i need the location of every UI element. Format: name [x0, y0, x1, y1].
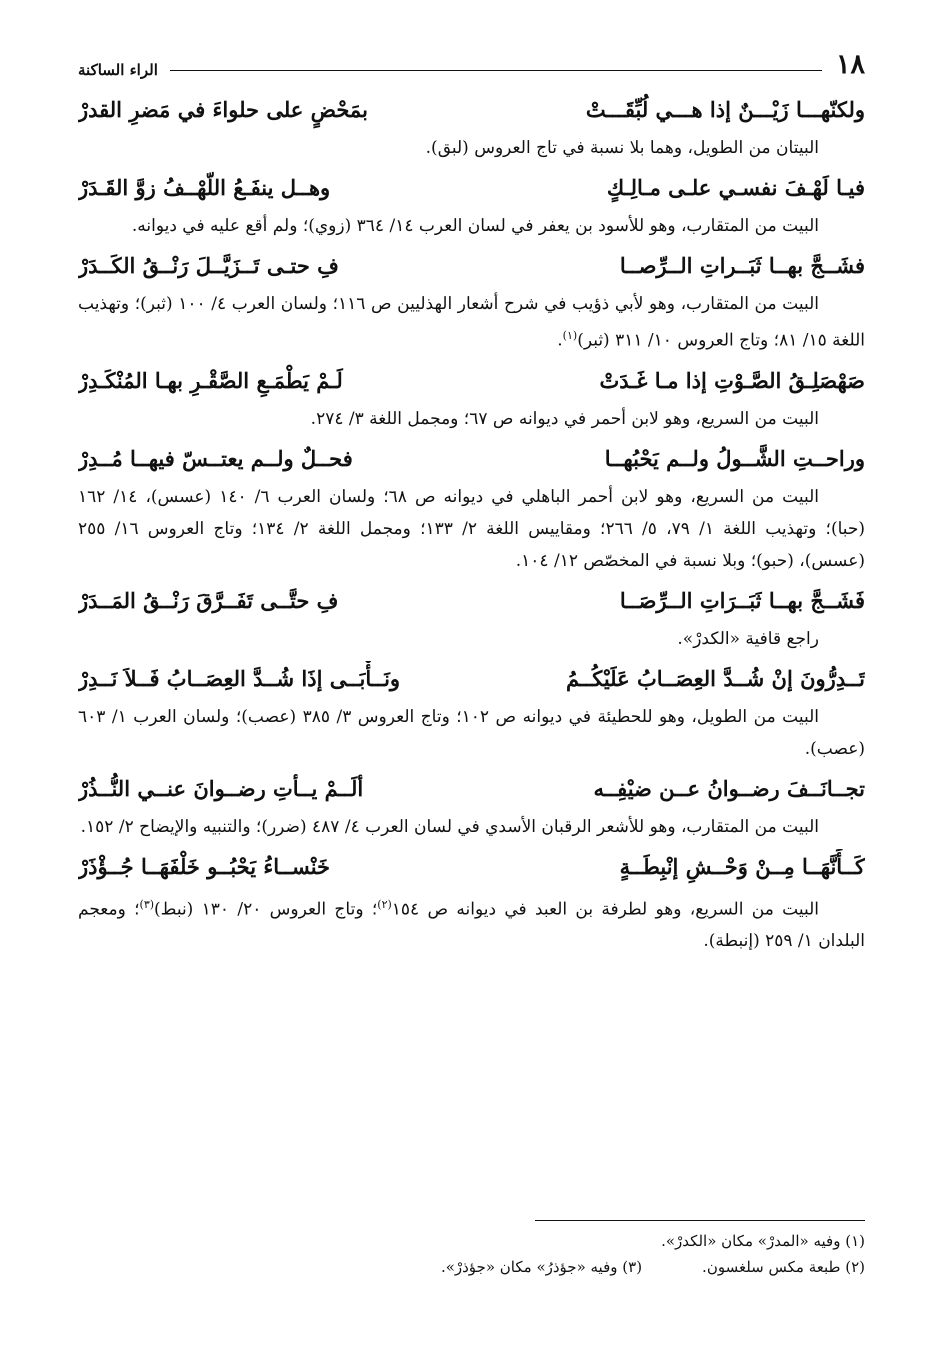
- footnote-1: (١) وفيه «المدرْ» مكان «الكدرْ».: [661, 1232, 865, 1250]
- commentary-text-mid: ؛ وتاج العروس ٢٠/ ١٣٠ (نبط): [154, 899, 378, 920]
- commentary-text: البيت من السريع، وهو لطرفة بن العبد في ديوانه ص ١٥٤: [391, 899, 819, 920]
- verse-3: [78, 248, 865, 288]
- header-rule: [170, 70, 822, 71]
- hemistich-second: فحــلٌ ولــم يعتــسّ فيهــا مُــدِرْ: [78, 445, 353, 471]
- commentary-5: البيت من السريع، وهو لابن أحمر الباهلي في ديوانه ص ٦٨؛ ولسان العرب ٦/ ١٤٠ (عسس)، ١٤/ ١٦٢ (حبا)؛ وتهذيب اللغة ١/ ٧٩، ٥/ ٢٦٦؛ ومقاييس اللغة ٢/ ١٣٣؛ ومجمل اللغة ٢/ ١٣٤؛ وتاج العروس ١٦/ ٢٥٥ (عسس)، (حبو)؛ وبلا نسبة في المخصّص ١٢/ ١٠٤.: [78, 486, 866, 571]
- hemistich-first: فَشَــجَّ بهــا ثَبَــرَاتِ الــرِّصَــا: [619, 587, 865, 613]
- commentary-4: البيت من السريع، وهو لابن أحمر في ديوانه ص ٦٧؛ ومجمل اللغة ٣/ ٢٧٤.: [310, 408, 819, 429]
- hemistich-second: فِ حتَّــى تَفَــرَّقَ رَنْــقُ المَــدَرْ: [78, 587, 339, 613]
- commentary-text-end: ؛ ومعجم البلدان ١/ ٢٥٩ (إنبطة).: [78, 899, 865, 952]
- hemistich-first: ولكنّهـــا زَيْـــنٌ إذا هـــي لُبِّقَـــتْ: [585, 97, 865, 122]
- hemistich-first: تَــدِرُّونَ إنْ شُــدَّ العِصَــابُ عَلَيْكُــمُ: [565, 665, 865, 691]
- verse-9: [78, 849, 865, 889]
- hemistich-first: صَهْصَلِـقُ الصَّـوْتِ إذا مـا غَـدَتْ: [599, 367, 865, 393]
- page-body: [78, 92, 865, 963]
- footnote-2: (٢) طبعة مكس سلغسون.: [702, 1258, 865, 1276]
- hemistich-first: فشَــجَّ بهــا ثَبَــراتِ الــرِّصــا: [619, 253, 865, 278]
- hemistich-first: وراحــتِ الشَّــولُ ولــم يَحْبُهــا: [604, 445, 865, 471]
- hemistich-second: لَـمْ يَطْمَـعِ الصَّقْـرِ بهـا المُنْكَـدِرْ: [78, 367, 343, 393]
- hemistich-second: ألَــمْ يــأتِ رضــوانَ عنــي النُّــذُرْ: [78, 775, 364, 801]
- commentary-7: البيت من الطويل، وهو للحطيئة في ديوانه ص ١٠٢؛ وتاج العروس ٣/ ٣٨٥ (عصب)؛ ولسان العرب ١/ ٦٠٣ (عصب).: [78, 706, 865, 759]
- footnote-row: [78, 1254, 865, 1280]
- hemistich-first: كَــأَنَّهَــا مِــنْ وَحْــشِ إنْبِطَــةٍ: [619, 853, 865, 879]
- footnote-ref[interactable]: (١): [562, 329, 578, 342]
- footnote-ref[interactable]: (٢): [377, 897, 392, 911]
- footnote-row: [78, 1228, 865, 1254]
- hemistich-second: بمَحْضٍ على حلواءَ في مَضرِ القدرْ: [78, 97, 368, 122]
- commentary-1: البيتان من الطويل، وهما بلا نسبة في تاج العروس (لبق).: [425, 138, 819, 158]
- hemistich-second: خَنْســاءُ يَحْبُــو خَلْفَهَــا جُــؤْذَرْ: [78, 853, 331, 879]
- commentary-2: البيت من المتقارب، وهو للأسود بن يعفر في لسان العرب ١٤/ ٣٦٤ (زوي)؛ ولم أقع عليه في ديوانه.: [131, 216, 819, 236]
- commentary-text-end: .: [557, 330, 563, 351]
- verse-5: [78, 441, 865, 481]
- hemistich-second: فِ حتـى تَــزَيَّــلَ رَنْــقُ الكَــدَرْ: [78, 253, 339, 278]
- verse-6: [78, 583, 865, 623]
- page-number: ١٨: [835, 49, 865, 80]
- footnotes: [78, 1228, 865, 1280]
- commentary-8: البيت من المتقارب، وهو للأشعر الرقبان الأسدي في لسان العرب ٤/ ٤٨٧ (ضرر)؛ والتنبيه والإيضاح ٢/ ١٥٢.: [80, 816, 819, 837]
- hemistich-second: وهــل ينفَـعُ اللّهْــفُ زوَّ القَـدَرْ: [78, 175, 331, 200]
- hemistich-second: ونَــأْبَــى إذَا شُــدَّ العِصَــابُ فَــلاَ نَــدِرْ: [78, 665, 401, 691]
- commentary-9: [78, 889, 865, 958]
- verse-7: [78, 661, 865, 701]
- footnote-rule: [535, 1220, 865, 1221]
- commentary-3: [78, 288, 865, 357]
- commentary-text: البيت من المتقارب، وهو لأبي ذؤيب في شرح أشعار الهذليين ص ١١٦؛ ولسان العرب ٤/ ١٠٠ (ثبر)؛ وتهذيب اللغة ١٥/ ٨١؛ وتاج العروس ١٠/ ٣١١ (ثبر): [78, 294, 865, 351]
- page-header: [78, 44, 865, 78]
- running-title: الراء الساكنة: [78, 61, 158, 79]
- hemistich-first: فيـا لَهْـفَ نفسـي علـى مـالِـكٍ: [606, 175, 865, 200]
- verse-8: [78, 771, 865, 811]
- verse-2: [78, 170, 865, 210]
- verse-1: [78, 92, 865, 132]
- verse-4: [78, 363, 865, 403]
- footnote-3: (٣) وفيه «جؤذرُ» مكان «جؤذرْ».: [440, 1258, 643, 1276]
- commentary-6: راجع قافية «الكدرْ».: [677, 628, 819, 649]
- footnote-ref[interactable]: (٣): [139, 897, 155, 911]
- hemistich-first: تجــانَــفَ رضــوانُ عــن ضيْفِــه: [593, 775, 865, 801]
